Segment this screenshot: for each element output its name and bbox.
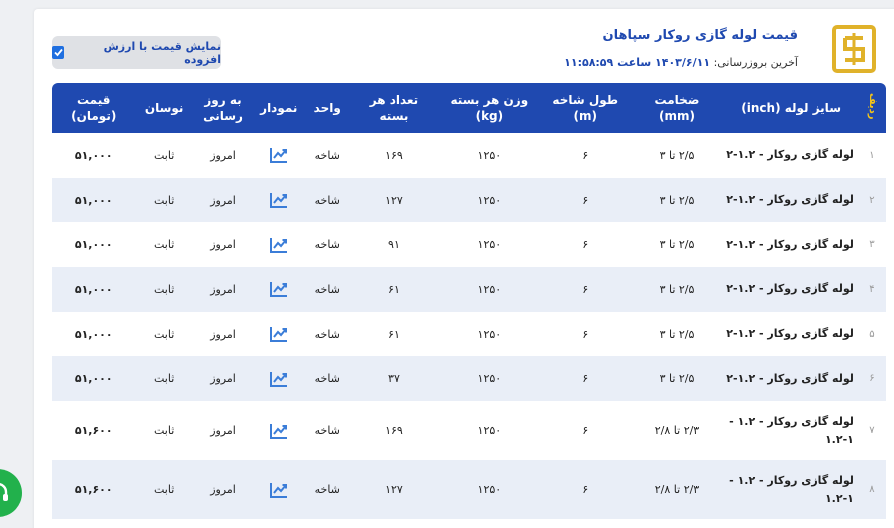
table-row xyxy=(52,401,886,460)
weight-cell: ۱۲۵۰ xyxy=(477,148,502,162)
fluct-cell: ثابت xyxy=(153,238,175,252)
chart-cell[interactable] xyxy=(253,222,304,267)
support-button[interactable] xyxy=(0,469,22,517)
product-name: لوله گازی روکار - ۱.۲-۲ xyxy=(726,282,854,296)
table-row xyxy=(52,356,886,401)
fluct-cell: ثابت xyxy=(153,372,175,386)
count-cell: ۳۷ xyxy=(388,372,400,386)
col-thickness: ضخامت (mm) xyxy=(654,93,700,123)
unit-cell: شاخه xyxy=(314,238,340,252)
col-weight: وزن هر بسته (kg) xyxy=(450,93,529,123)
row-index: ۴ xyxy=(869,283,875,295)
product-name: لوله گازی روکار - ۱.۲ - ۱-۱.۲ xyxy=(729,473,854,505)
price-cell: ۵۱,۰۰۰ xyxy=(74,148,113,162)
length-cell: ۶ xyxy=(582,282,589,296)
trend-chart-icon[interactable] xyxy=(270,371,288,387)
price-cell: ۵۱,۶۰۰ xyxy=(74,483,113,497)
table-header-row xyxy=(52,83,886,133)
check-icon xyxy=(54,48,63,57)
fluct-cell: ثابت xyxy=(153,424,175,438)
table-row xyxy=(52,267,886,312)
thickness-cell: ۲/۵ تا ۳ xyxy=(659,327,695,341)
table-row xyxy=(52,178,886,223)
price-cell: ۵۱,۰۰۰ xyxy=(74,238,113,252)
weight-cell: ۱۲۵۰ xyxy=(477,483,502,497)
length-cell: ۶ xyxy=(582,424,589,438)
row-index: ۵ xyxy=(869,328,875,340)
last-update-value: ۱۴۰۳/۶/۱۱ ساعت ۱۱:۵۸:۵۹ xyxy=(564,56,711,69)
table-row xyxy=(52,133,886,178)
updated-cell: امروز xyxy=(210,327,236,341)
chart-cell[interactable] xyxy=(253,178,304,223)
price-table xyxy=(52,83,886,519)
length-cell: ۶ xyxy=(582,193,589,207)
count-cell: ۶۱ xyxy=(388,282,400,296)
thickness-cell: ۲/۵ تا ۳ xyxy=(659,372,695,386)
product-name: لوله گازی روکار - ۱.۲ - ۱-۱.۲ xyxy=(729,414,854,446)
price-card xyxy=(34,9,894,528)
col-fluct: نوسان xyxy=(144,101,184,115)
trend-chart-icon[interactable] xyxy=(270,237,288,253)
thickness-cell: ۲/۵ تا ۳ xyxy=(659,148,695,162)
brand-logo xyxy=(831,23,877,75)
updated-cell: امروز xyxy=(210,238,236,252)
updated-cell: امروز xyxy=(210,424,236,438)
chart-cell[interactable] xyxy=(253,460,304,519)
page-title: قیمت لوله گازی روکار سپاهان xyxy=(602,28,798,43)
count-cell: ۱۲۷ xyxy=(385,193,403,207)
length-cell: ۶ xyxy=(582,327,589,341)
chart-cell[interactable] xyxy=(253,401,304,460)
thickness-cell: ۲/۳ تا ۲/۸ xyxy=(654,424,700,438)
vat-checkbox[interactable] xyxy=(52,46,64,59)
price-cell: ۵۱,۶۰۰ xyxy=(74,424,113,438)
col-size: سایز لوله (inch) xyxy=(741,101,841,115)
trend-chart-icon[interactable] xyxy=(270,147,288,163)
length-cell: ۶ xyxy=(582,372,589,386)
price-cell: ۵۱,۰۰۰ xyxy=(74,327,113,341)
weight-cell: ۱۲۵۰ xyxy=(477,424,502,438)
thickness-cell: ۲/۵ تا ۳ xyxy=(659,238,695,252)
chart-cell[interactable] xyxy=(253,133,304,178)
trend-chart-icon[interactable] xyxy=(270,281,288,297)
price-cell: ۵۱,۰۰۰ xyxy=(74,193,113,207)
count-cell: ۱۶۹ xyxy=(385,148,403,162)
fluct-cell: ثابت xyxy=(153,483,175,497)
chart-cell[interactable] xyxy=(253,356,304,401)
unit-cell: شاخه xyxy=(314,282,340,296)
length-cell: ۶ xyxy=(582,148,589,162)
updated-cell: امروز xyxy=(210,193,236,207)
table-row xyxy=(52,312,886,357)
row-index: ۸ xyxy=(869,484,875,496)
count-cell: ۱۶۹ xyxy=(385,424,403,438)
updated-cell: امروز xyxy=(210,372,236,386)
chart-cell[interactable] xyxy=(253,312,304,357)
thickness-cell: ۲/۵ تا ۳ xyxy=(659,193,695,207)
col-unit: واحد xyxy=(313,101,341,115)
trend-chart-icon[interactable] xyxy=(270,482,288,498)
col-count: تعداد هر بسته xyxy=(369,93,419,123)
product-name: لوله گازی روکار - ۱.۲-۲ xyxy=(726,193,854,207)
product-name: لوله گازی روکار - ۱.۲-۲ xyxy=(726,148,854,162)
count-cell: ۶۱ xyxy=(388,327,400,341)
col-radif: ردیف xyxy=(866,92,878,120)
count-cell: ۱۲۷ xyxy=(385,483,403,497)
row-index: ۶ xyxy=(869,373,875,385)
thickness-cell: ۲/۵ تا ۳ xyxy=(659,282,695,296)
table-row xyxy=(52,460,886,519)
vat-toggle-label: نمایش قیمت با ارزش افزوده xyxy=(103,39,221,66)
product-name: لوله گازی روکار - ۱.۲-۲ xyxy=(726,371,854,385)
unit-cell: شاخه xyxy=(314,148,340,162)
weight-cell: ۱۲۵۰ xyxy=(477,327,502,341)
unit-cell: شاخه xyxy=(314,372,340,386)
weight-cell: ۱۲۵۰ xyxy=(477,193,502,207)
col-length: طول شاخه (m) xyxy=(552,93,619,123)
trend-chart-icon[interactable] xyxy=(270,326,288,342)
row-index: ۲ xyxy=(869,194,875,206)
headset-icon xyxy=(0,480,11,506)
trend-chart-icon[interactable] xyxy=(270,192,288,208)
unit-cell: شاخه xyxy=(314,483,340,497)
weight-cell: ۱۲۵۰ xyxy=(477,372,502,386)
unit-cell: شاخه xyxy=(314,424,340,438)
row-index: ۱ xyxy=(869,149,875,161)
unit-cell: شاخه xyxy=(314,193,340,207)
col-price: قیمت (تومان) xyxy=(71,93,117,123)
last-update xyxy=(564,56,798,69)
product-name: لوله گازی روکار - ۱.۲-۲ xyxy=(726,237,854,251)
trend-chart-icon[interactable] xyxy=(270,423,288,439)
chart-cell[interactable] xyxy=(253,267,304,312)
thickness-cell: ۲/۳ تا ۲/۸ xyxy=(654,483,700,497)
last-update-label: آخرین بروزرسانی: xyxy=(713,56,798,69)
fluct-cell: ثابت xyxy=(153,282,175,296)
weight-cell: ۱۲۵۰ xyxy=(477,238,502,252)
row-index: ۷ xyxy=(869,425,875,437)
product-name: لوله گازی روکار - ۱.۲-۲ xyxy=(726,327,854,341)
fluct-cell: ثابت xyxy=(153,148,175,162)
price-cell: ۵۱,۰۰۰ xyxy=(74,282,113,296)
vat-toggle[interactable] xyxy=(52,36,221,69)
fluct-cell: ثابت xyxy=(153,327,175,341)
updated-cell: امروز xyxy=(210,282,236,296)
row-index: ۳ xyxy=(869,239,875,251)
weight-cell: ۱۲۵۰ xyxy=(477,282,502,296)
fluct-cell: ثابت xyxy=(153,193,175,207)
col-chart: نمودار xyxy=(260,101,298,115)
card-header xyxy=(34,9,894,89)
col-update: به روز رسانی xyxy=(203,93,243,123)
count-cell: ۹۱ xyxy=(388,238,400,252)
length-cell: ۶ xyxy=(582,483,589,497)
updated-cell: امروز xyxy=(210,148,236,162)
table-row xyxy=(52,222,886,267)
updated-cell: امروز xyxy=(210,483,236,497)
unit-cell: شاخه xyxy=(314,327,340,341)
length-cell: ۶ xyxy=(582,238,589,252)
price-cell: ۵۱,۰۰۰ xyxy=(74,372,113,386)
